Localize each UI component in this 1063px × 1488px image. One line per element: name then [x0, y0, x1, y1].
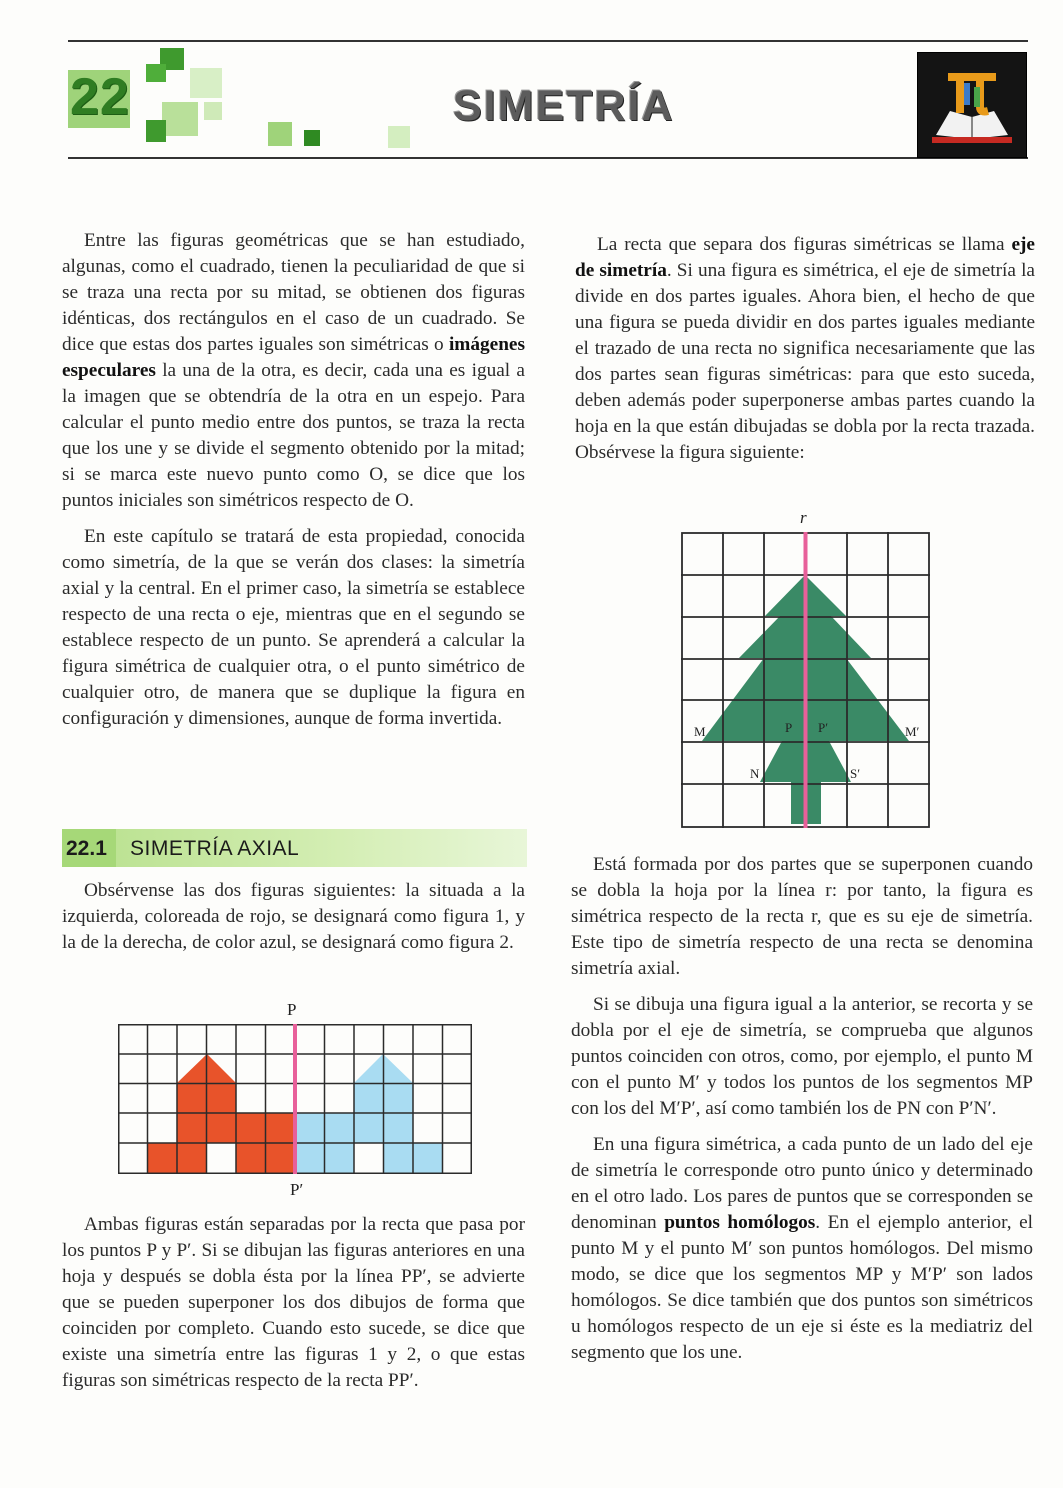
paragraph: [62, 228, 525, 514]
decor-square: [388, 126, 410, 148]
bold-term: imágenes especulares: [62, 334, 525, 381]
bold-term: puntos homólogos: [664, 1212, 816, 1233]
point-label-n: N: [750, 766, 760, 781]
text: En una figura simétrica, a cada punto de un lado del eje de simetría le corresponde otro punto único y determinado en el otro lado. Los pares de puntos que se corresponden se denominan: [571, 1134, 1033, 1233]
paragraph: Si se dibuja una figura igual a la anterior, se recorta y se dobla por el eje de simetría, se comprueba que algunos puntos coinciden con otros, como, por ejemplo, el punto M con el punto M′ y todos los puntos de los segmentos MP con los del M′P′, así como también los de PN con P′N′.: [571, 994, 1033, 1119]
axis-label-r: r: [800, 508, 807, 527]
chapter-title: SIMETRÍA: [453, 82, 675, 130]
decor-square: [304, 130, 320, 146]
pi-book-icon: [917, 52, 1027, 158]
decor-square: [162, 102, 198, 136]
decor-square: [204, 102, 222, 120]
chapter-number: 22: [70, 68, 130, 126]
header-bottom-rule: [68, 157, 1028, 159]
text: . En el ejemplo anterior, el punto M y el punto M′ son puntos homólogos. Del mismo modo, se dice que los segmentos MP y M′P′ son lados homólogos. Se dice también que dos puntos son simétricos u homólogos respecto de un eje si éste es la mediatriz del segmento que los une.: [571, 1212, 1033, 1363]
paragraph: [571, 1132, 1033, 1366]
paragraph: En este capítulo se tratará de esta propiedad, conocida como simetría, de la que se verán dos clases: la simetría axial y la central. En el primer caso, la simetría se establece respecto de una recta o eje, mientras que en el segundo se establece respecto de un punto. Se aprenderá a calcular la figura simétrica de cualquier otra, o el punto simétrico de cualquier otro, de manera que se duplique la figura en configuración y dimensiones, aunque de forma invertida.: [62, 526, 525, 729]
right-column-bottom: [571, 852, 1033, 1376]
paragraph: Obsérvense las dos figuras siguientes: la situada a la izquierda, coloreada de rojo, se designará como figura 1, y la de la derecha, de color azul, se designará como figura 2.: [62, 880, 525, 953]
right-column-top: [575, 232, 1035, 476]
left-column-bottom: [62, 1212, 525, 1404]
left-column-section-intro: [62, 878, 525, 966]
figure-houses: [118, 1024, 472, 1174]
figure-tree: [681, 532, 930, 828]
paragraph: [575, 232, 1035, 466]
point-label-s-prime: S′: [850, 766, 861, 781]
point-label-m: M: [694, 724, 706, 739]
point-label-m-prime: M′: [905, 724, 920, 739]
bold-term: eje de simetría: [575, 234, 1035, 281]
paragraph: Ambas figuras están separadas por la recta que pasa por los puntos P y P′. Si se dibujan las figuras anteriores en una hoja y después se dobla ésta por la línea PP′, se advierte que se pueden superponer los dos dibujos de forma que coinciden por completo. Cuando esto sucede, se dice que existe una simetría entre las figuras 1 y 2, o que estas figuras son simétricas respecto de la recta PP′.: [62, 1214, 525, 1391]
point-label-p: P: [785, 720, 793, 735]
decor-square: [190, 68, 222, 98]
section-number: 22.1: [62, 829, 116, 867]
left-column-top: [62, 228, 525, 742]
text: La recta que separa dos figuras simétricas se llama: [597, 234, 1012, 255]
header-top-rule: [68, 40, 1028, 42]
axis-label-bottom: P′: [290, 1180, 304, 1199]
paragraph: Está formada por dos partes que se superponen cuando se dobla la hoja por la línea r: por tanto, la figura es simétrica respecto de la recta r, que es su eje de simetría. Este tipo de simetría respecto de una recta se denomina simetría axial.: [571, 854, 1033, 979]
text: Entre las figuras geométricas que se han estudiado, algunas, como el cuadrado, tienen la peculiaridad de que si se traza una recta por su mitad, se obtienen dos figuras idénticas, dos rectángulos en el caso de un cuadrado. Se dice que estas dos partes iguales son simétricas o: [62, 230, 525, 355]
decor-square: [268, 122, 292, 146]
point-label-p-prime: P′: [818, 720, 829, 735]
axis-label-top: P: [287, 1000, 297, 1019]
text: la una de la otra, es decir, cada una es igual a la imagen que se obtendría de la otra en un espejo. Para calcular el punto medio entre dos puntos, se traza la recta que los une y se divide el segmento obtenido por la mitad; si se marca este nuevo punto como O, se dice que los puntos iniciales son simétricos respecto de O.: [62, 360, 525, 511]
section-title: SIMETRÍA AXIAL: [130, 837, 300, 860]
text: . Si una figura es simétrica, el eje de simetría la divide en dos partes iguales. Ahora bien, el hecho de que una figura se pueda dividir en dos partes iguales mediante el trazado de una recta no significa necesariamente que las dos partes sean figuras simétricas: para que esto suceda, deben además poder superponerse ambas partes cuando la hoja en la que están dibujadas se dobla por la recta trazada. Obsérvese la figura siguiente:: [575, 260, 1035, 463]
